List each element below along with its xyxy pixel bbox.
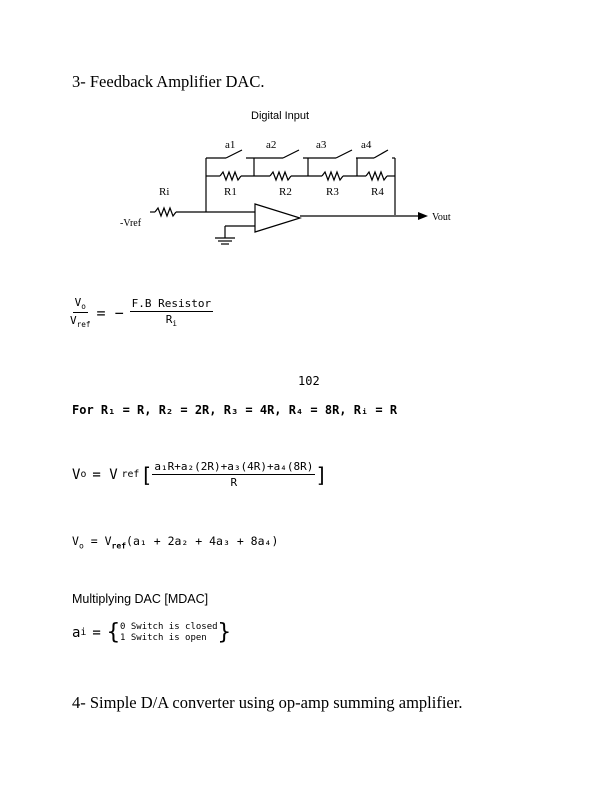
gain-equation xyxy=(70,296,213,329)
section-heading-4: 4- Simple D/A converter using op-amp summing amplifier. xyxy=(72,693,463,712)
switch-state-equation: a i = { 0 Switch is closed 1 Switch is open } xyxy=(72,620,231,645)
fb-over-ri: $\frac{\text{F.B Resistor}}{R_i}$ xyxy=(131,297,212,329)
page-number: 102 xyxy=(298,374,320,388)
resistor-r3-label: R3 xyxy=(326,186,339,198)
switch-a2-label: a2 xyxy=(266,139,277,151)
circuit-title: Digital Input xyxy=(251,110,310,122)
vout-label: Vout xyxy=(432,212,451,223)
resistor-r2-label: R2 xyxy=(279,186,292,198)
switch-cases: 0 Switch is closed 1 Switch is open xyxy=(120,621,218,643)
switch-a3-label: a3 xyxy=(316,139,327,151)
vo-simplified-equation: $V_o = V_{ref}(a_1 + 2a_2 + 4a_3 + 8a_4)$ xyxy=(72,534,279,551)
switch-a1-label: a1 xyxy=(225,139,236,151)
mdac-label: Multiplying DAC [MDAC] xyxy=(72,592,209,606)
vo-over-vref: $\frac{V_o}{V_{ref}}$ xyxy=(70,296,91,330)
resistor-r4-label: R4 xyxy=(371,186,384,198)
switch-a4-label: a4 xyxy=(361,139,372,151)
resistor-values-line: For R₁ = R, R₂ = 2R, R₃ = 4R, R₄ = 8R, Rᵢ = R xyxy=(72,403,398,417)
vref-label: -Vref xyxy=(120,218,142,229)
resistor-ri-label: Ri xyxy=(159,186,170,198)
section-heading-3: 3- Feedback Amplifier DAC. xyxy=(72,72,265,91)
resistor-r1-label: R1 xyxy=(224,186,237,198)
feedback-dac-circuit xyxy=(110,100,470,250)
equals-minus: = − xyxy=(96,303,124,322)
weighted-sum-fraction: $\frac{\text{a₁R+a₂(2R)+a₃(4R)+a₄(8R)}}{R}$ xyxy=(154,460,314,489)
vo-expanded-equation: V o = V ref [ $\frac{\text{a₁R+a₂(2R)+a₃(4R)+a₄(8R)}}{R}$ ] xyxy=(72,460,328,489)
